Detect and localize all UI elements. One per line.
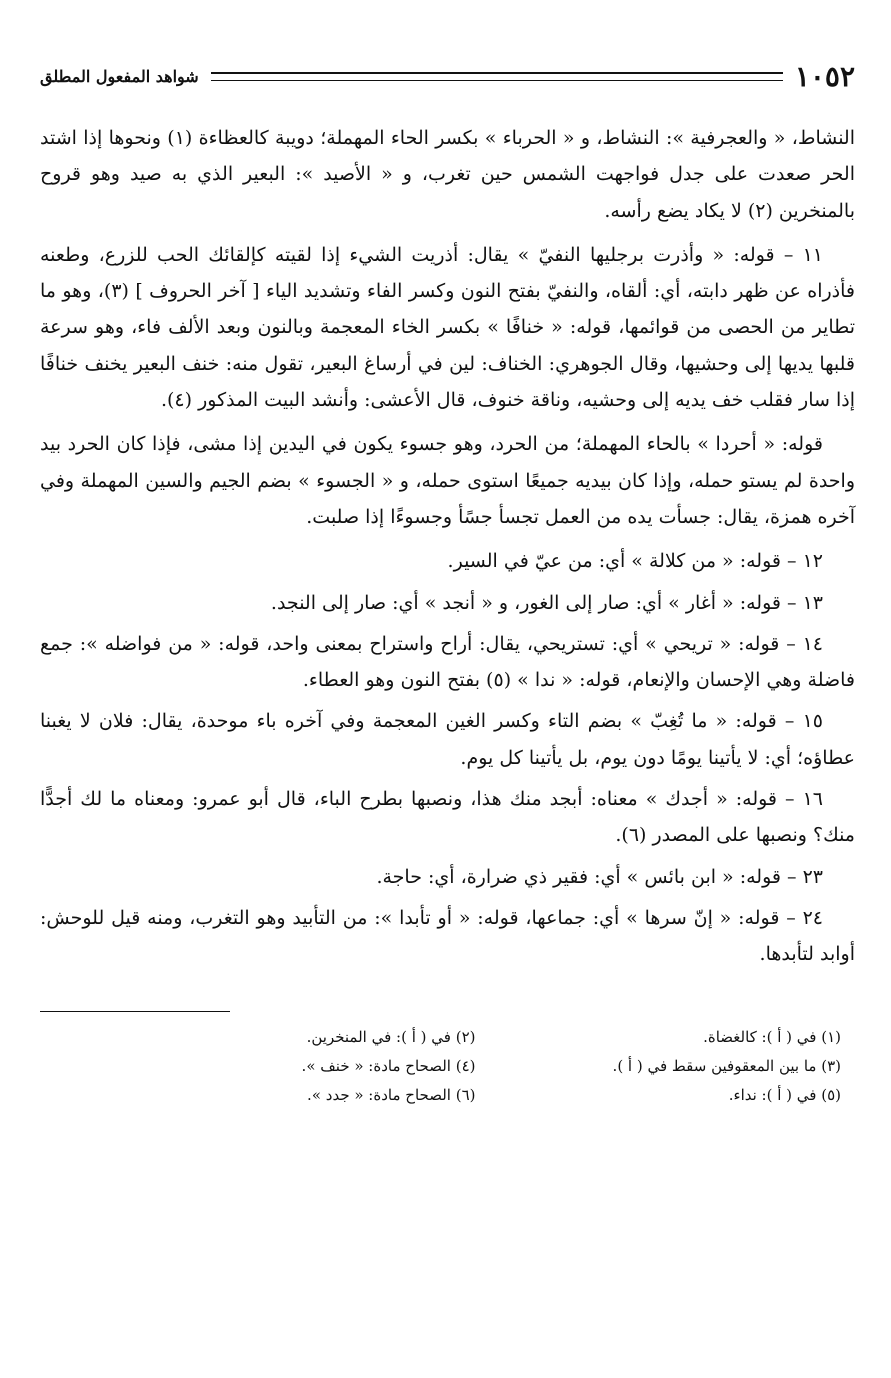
page-header — [40, 54, 855, 98]
footnote-3: (٣) ما بين المعقوفين سقط في ( أ ). — [612, 1056, 841, 1075]
footnote-1: (١) في ( أ ): كالغضاة. — [703, 1027, 841, 1046]
footnote-6: (٦) الصحاح مادة: « جدد ». — [307, 1085, 476, 1104]
paragraph: ٢٣ – قوله: « ابن بائس » أي: فقير ذي ضرارة، أي: حاجة. — [376, 865, 823, 888]
paragraph: قوله: « أحردا » بالحاء المهملة؛ من الحرد، وهو جسوء يكون في اليدين إذا مشى، فإذا كان الحرد بيد واحدة لم يستو حمله، وإذا كان بيديه جميعًا استوى حمله، و « الجسوء » بضم الجيم والسين المهملة وفي آخره همزة، يقال: جسأت يده من العمل تجسأ جسًأ وجسوءًا إذا صلبت. — [40, 433, 855, 528]
paragraph: ٢٤ – قوله: « إنّ سرها » أي: جماعها، قوله: « أو تأبدا »: من التأبيد وهو التغرب، ومنه قيل للوحش: أوابد لتأبدها. — [40, 906, 855, 966]
running-title: شواهد المفعول المطلق — [40, 66, 199, 86]
footnote-4: (٤) الصحاح مادة: « خنف ». — [301, 1056, 476, 1075]
paragraph: ١١ – قوله: « وأذرت برجليها النفيّ » يقال: أذريت الشيء إذا لقيته كإلقائك الحب للزرع، وطعنه فأذراه عن ظهر دابته، أي: ألقاه، والنفيّ بفتح النون وكسر الفاء وتشديد الياء [ آخر الحروف ] (٣)، وهو ما تطاير من الحصى من قوائمها، قوله: « خنافًا » بكسر الخاء المعجمة وبالنون وبعد الألف فاء، وهو سرعة قلبها يديها إلى وحشيها، وقال الجوهري: الخناف: لين في أرساغ البعير، تقول منه: خنف البعير يخنف خنافًا إذا سار فقلب خف يديه إلى وحشيه، وناقة خنوف، قال الأعشى: وأنشد البيت المذكور (٤). — [40, 243, 855, 412]
footnotes — [40, 1024, 855, 1109]
paragraph: ١٦ – قوله: « أجدك » معناه: أبجد منك هذا، ونصبها بطرح الباء، قال أبو عمرو: ومعناه ما لك أجدًّا منك؟ ونصبها على المصدر (٦). — [40, 788, 855, 847]
footnote-5: (٥) في ( أ ): نداء. — [728, 1085, 841, 1104]
footnote-2: (٢) في ( أ ): في المنخرين. — [306, 1027, 476, 1046]
paragraph: ١٢ – قوله: « من كلالة » أي: من عيّ في السير. — [447, 550, 823, 573]
header-rule — [211, 72, 783, 81]
paragraph: ١٤ – قوله: « تريحي » أي: تستريحي، يقال: أراح واستراح بمعنى واحد، قوله: « من فواضله »: جمع فاضلة وهي الإحسان والإنعام، قوله: « ندا » (٥) بفتح النون وهو العطاء. — [40, 632, 855, 692]
main-text — [40, 120, 855, 973]
footnote-separator — [40, 1011, 230, 1012]
paragraph: ١٥ – قوله: « ما تُغِبّ » بضم التاء وكسر الغين المعجمة وفي آخره باء موحدة، يقال: فلان لا يغبنا عطاؤه؛ أي: لا يأتينا يومًا دون يوم، بل يأتينا كل يوم. — [40, 710, 855, 769]
page-number: ١٠٥٢ — [794, 59, 855, 93]
paragraph: ١٣ – قوله: « أغار » أي: صار إلى الغور، و « أنجد » أي: صار إلى النجد. — [270, 591, 823, 614]
paragraph: النشاط، « والعجرفية »: النشاط، و « الحرباء » بكسر الحاء المهملة؛ دويبة كالعظاءة (١) ونحوها إذا اشتد الحر صعدت على جدل فواجهت الشمس حين تغرب، و « الأصيد »: البعير الذي به صيد وهو قروح بالمنخرين (٢) لا يكاد يضع رأسه. — [40, 127, 855, 222]
